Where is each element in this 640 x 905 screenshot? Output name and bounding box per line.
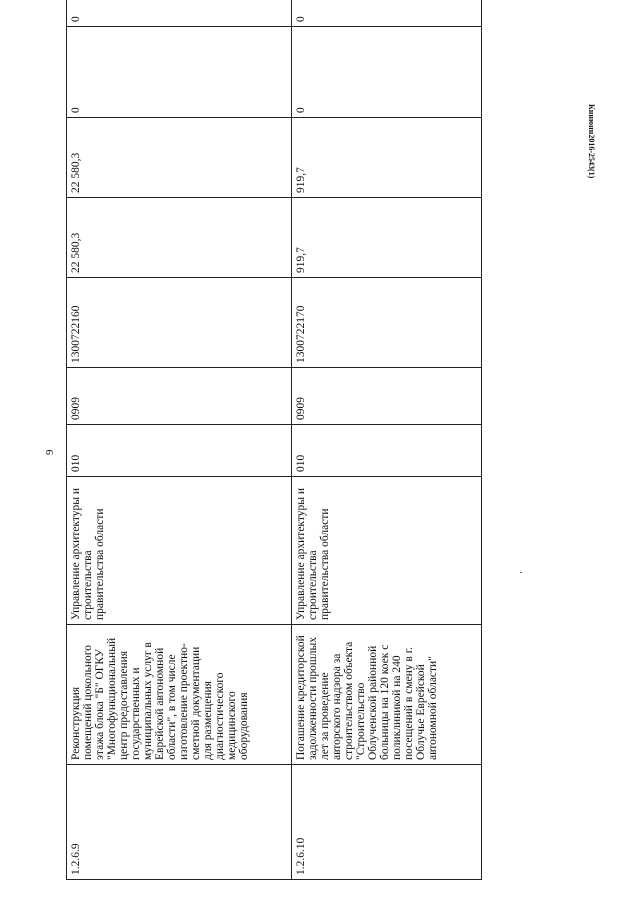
rzpr-code: 0909	[67, 368, 292, 425]
activity-name: Реконструкция помещений цокольного этажа блока "Б" ОГКУ "Многофункциональный центр предоставления государственных и муниципальных услуг в Еврейской автономной области", в том числе изготовление проектно-сметной документации для размещения диагностического медицинского оборудования	[67, 625, 292, 765]
row-number: 1.2.6.9	[67, 765, 292, 880]
row-number: 1.2.6.10	[292, 765, 482, 880]
table-row	[67, 0, 292, 880]
federal-budget: 0	[67, 27, 292, 118]
other-sources: 0	[292, 0, 482, 27]
rzpr-code: 0909	[292, 368, 482, 425]
regional-budget: 919,7	[292, 118, 482, 198]
program-activities-table	[66, 0, 482, 880]
csr-code: 1300722170	[292, 278, 482, 368]
document-code: Кннюнн2016-2543(1)	[587, 104, 596, 179]
scan-speck	[520, 572, 522, 573]
total-amount: 22 580,3	[67, 198, 292, 278]
total-amount: 919,7	[292, 198, 482, 278]
regional-budget: 22 580,3	[67, 118, 292, 198]
executor: Управление архитектуры и строительства правительства области	[292, 477, 482, 625]
grbs-code: 010	[67, 425, 292, 477]
rotated-table-wrapper	[66, 0, 481, 880]
federal-budget: 0	[292, 27, 482, 118]
csr-code: 1300722160	[67, 278, 292, 368]
page-number: 9	[44, 449, 56, 455]
activity-name: Погашение кредиторской задолженности прошлых лет за проведение авторского надзора за строительством объекта "Строительство Облученской районной больницы на 120 коек с поликлиникой на 240 посещений в смену в г. Облучье Еврейской автономной области"	[292, 625, 482, 765]
table-row	[292, 0, 482, 880]
other-sources: 0	[67, 0, 292, 27]
executor: Управление архитектуры и строительства правительства области	[67, 477, 292, 625]
grbs-code: 010	[292, 425, 482, 477]
